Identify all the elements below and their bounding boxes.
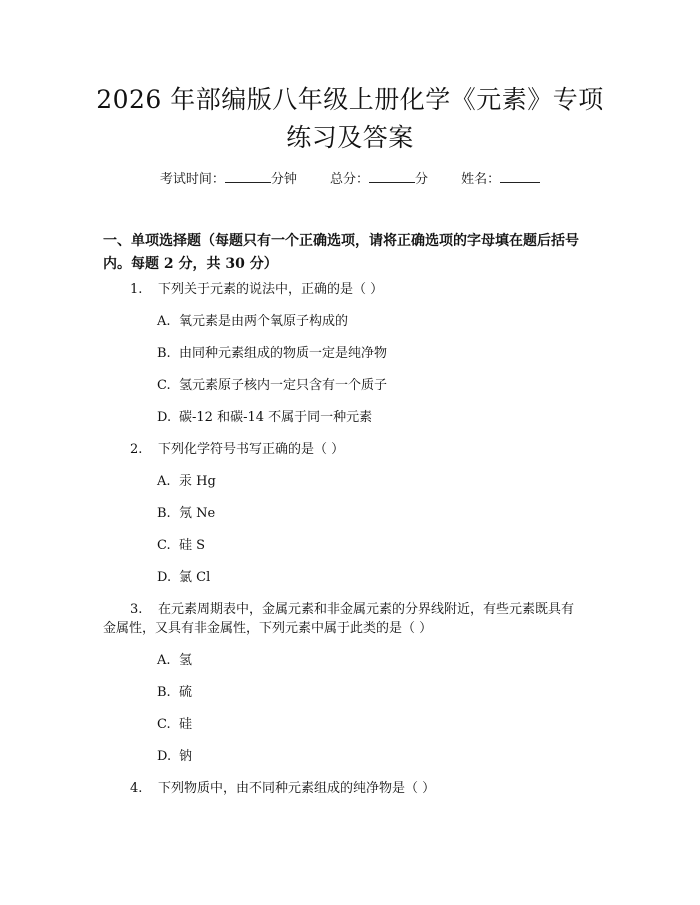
document-title-line-2: 练习及答案 (286, 123, 414, 152)
option-letter: D. (157, 410, 172, 425)
question-text: 下列物质中，由不同种元素组成的纯净物是（ ） (158, 781, 436, 796)
question-2-option-b (157, 505, 215, 523)
option-text: 氯 Cl (179, 570, 211, 585)
question-1 (130, 281, 383, 299)
exam-info-row (0, 168, 700, 187)
question-text: 下列关于元素的说法中，正确的是（ ） (158, 282, 384, 297)
option-letter: A. (157, 653, 171, 668)
option-letter: B. (157, 506, 171, 521)
question-2-option-c (157, 537, 205, 555)
option-text: 钠 (179, 749, 193, 764)
total-score-label: 总分： (329, 172, 369, 187)
question-3-option-c (157, 716, 192, 734)
question-text: 下列化学符号书写正确的是（ ） (158, 442, 345, 457)
exam-time-blank (225, 170, 271, 183)
question-3-option-a (157, 652, 192, 670)
option-text: 硅 S (179, 538, 206, 553)
question-1-option-c (157, 377, 387, 395)
option-letter: C. (157, 717, 171, 732)
option-letter: B. (157, 346, 171, 361)
option-text: 氢元素原子核内一定只含有一个质子 (179, 378, 388, 393)
question-3 (130, 601, 574, 619)
option-text: 氧元素是由两个氧原子构成的 (179, 314, 349, 329)
option-text: 碳-12 和碳-14 不属于同一种元素 (179, 410, 373, 425)
document-title-line-1: 2026 年部编版八年级上册化学《元素》专项 (96, 85, 604, 114)
section-heading-line-1: 一、单项选择题（每题只有一个正确选项，请将正确选项的字母填在题后括号 (103, 233, 579, 249)
option-letter: A. (157, 474, 171, 489)
option-letter: D. (157, 570, 172, 585)
question-2-option-a (157, 473, 216, 491)
question-2-option-d (157, 569, 210, 587)
total-score-unit: 分 (415, 172, 429, 187)
option-letter: B. (157, 685, 171, 700)
question-number: 2. (130, 442, 143, 457)
question-1-option-d (157, 409, 372, 427)
exam-time-label: 考试时间： (159, 172, 225, 187)
name-label: 姓名： (461, 172, 501, 187)
option-letter: A. (157, 314, 171, 329)
question-3-continuation: 金属性，又具有非金属性，下列元素中属于此类的是（ ） (103, 621, 433, 636)
option-text: 硅 (179, 717, 193, 732)
option-text: 氖 Ne (179, 506, 216, 521)
option-text: 汞 Hg (179, 474, 216, 489)
option-text: 硫 (179, 685, 193, 700)
option-text: 由同种元素组成的物质一定是纯净物 (179, 346, 388, 361)
total-score-blank (369, 170, 415, 183)
question-text: 在元素周期表中，金属元素和非金属元素的分界线附近，有些元素既具有 (158, 602, 575, 617)
option-text: 氢 (179, 653, 193, 668)
question-2 (130, 441, 344, 459)
question-1-option-a (157, 313, 348, 331)
question-number: 1. (130, 282, 143, 297)
option-letter: C. (157, 378, 171, 393)
question-number: 3. (130, 602, 143, 617)
name-blank (500, 170, 540, 183)
question-3-option-b (157, 684, 192, 702)
question-4 (130, 780, 435, 798)
option-letter: D. (157, 749, 172, 764)
option-letter: C. (157, 538, 171, 553)
exam-time-unit: 分钟 (270, 172, 297, 187)
question-3-option-d (157, 748, 192, 766)
section-heading-line-2: 内。每题 2 分，共 30 分） (103, 256, 278, 272)
question-1-option-b (157, 345, 387, 363)
question-number: 4. (130, 781, 143, 796)
